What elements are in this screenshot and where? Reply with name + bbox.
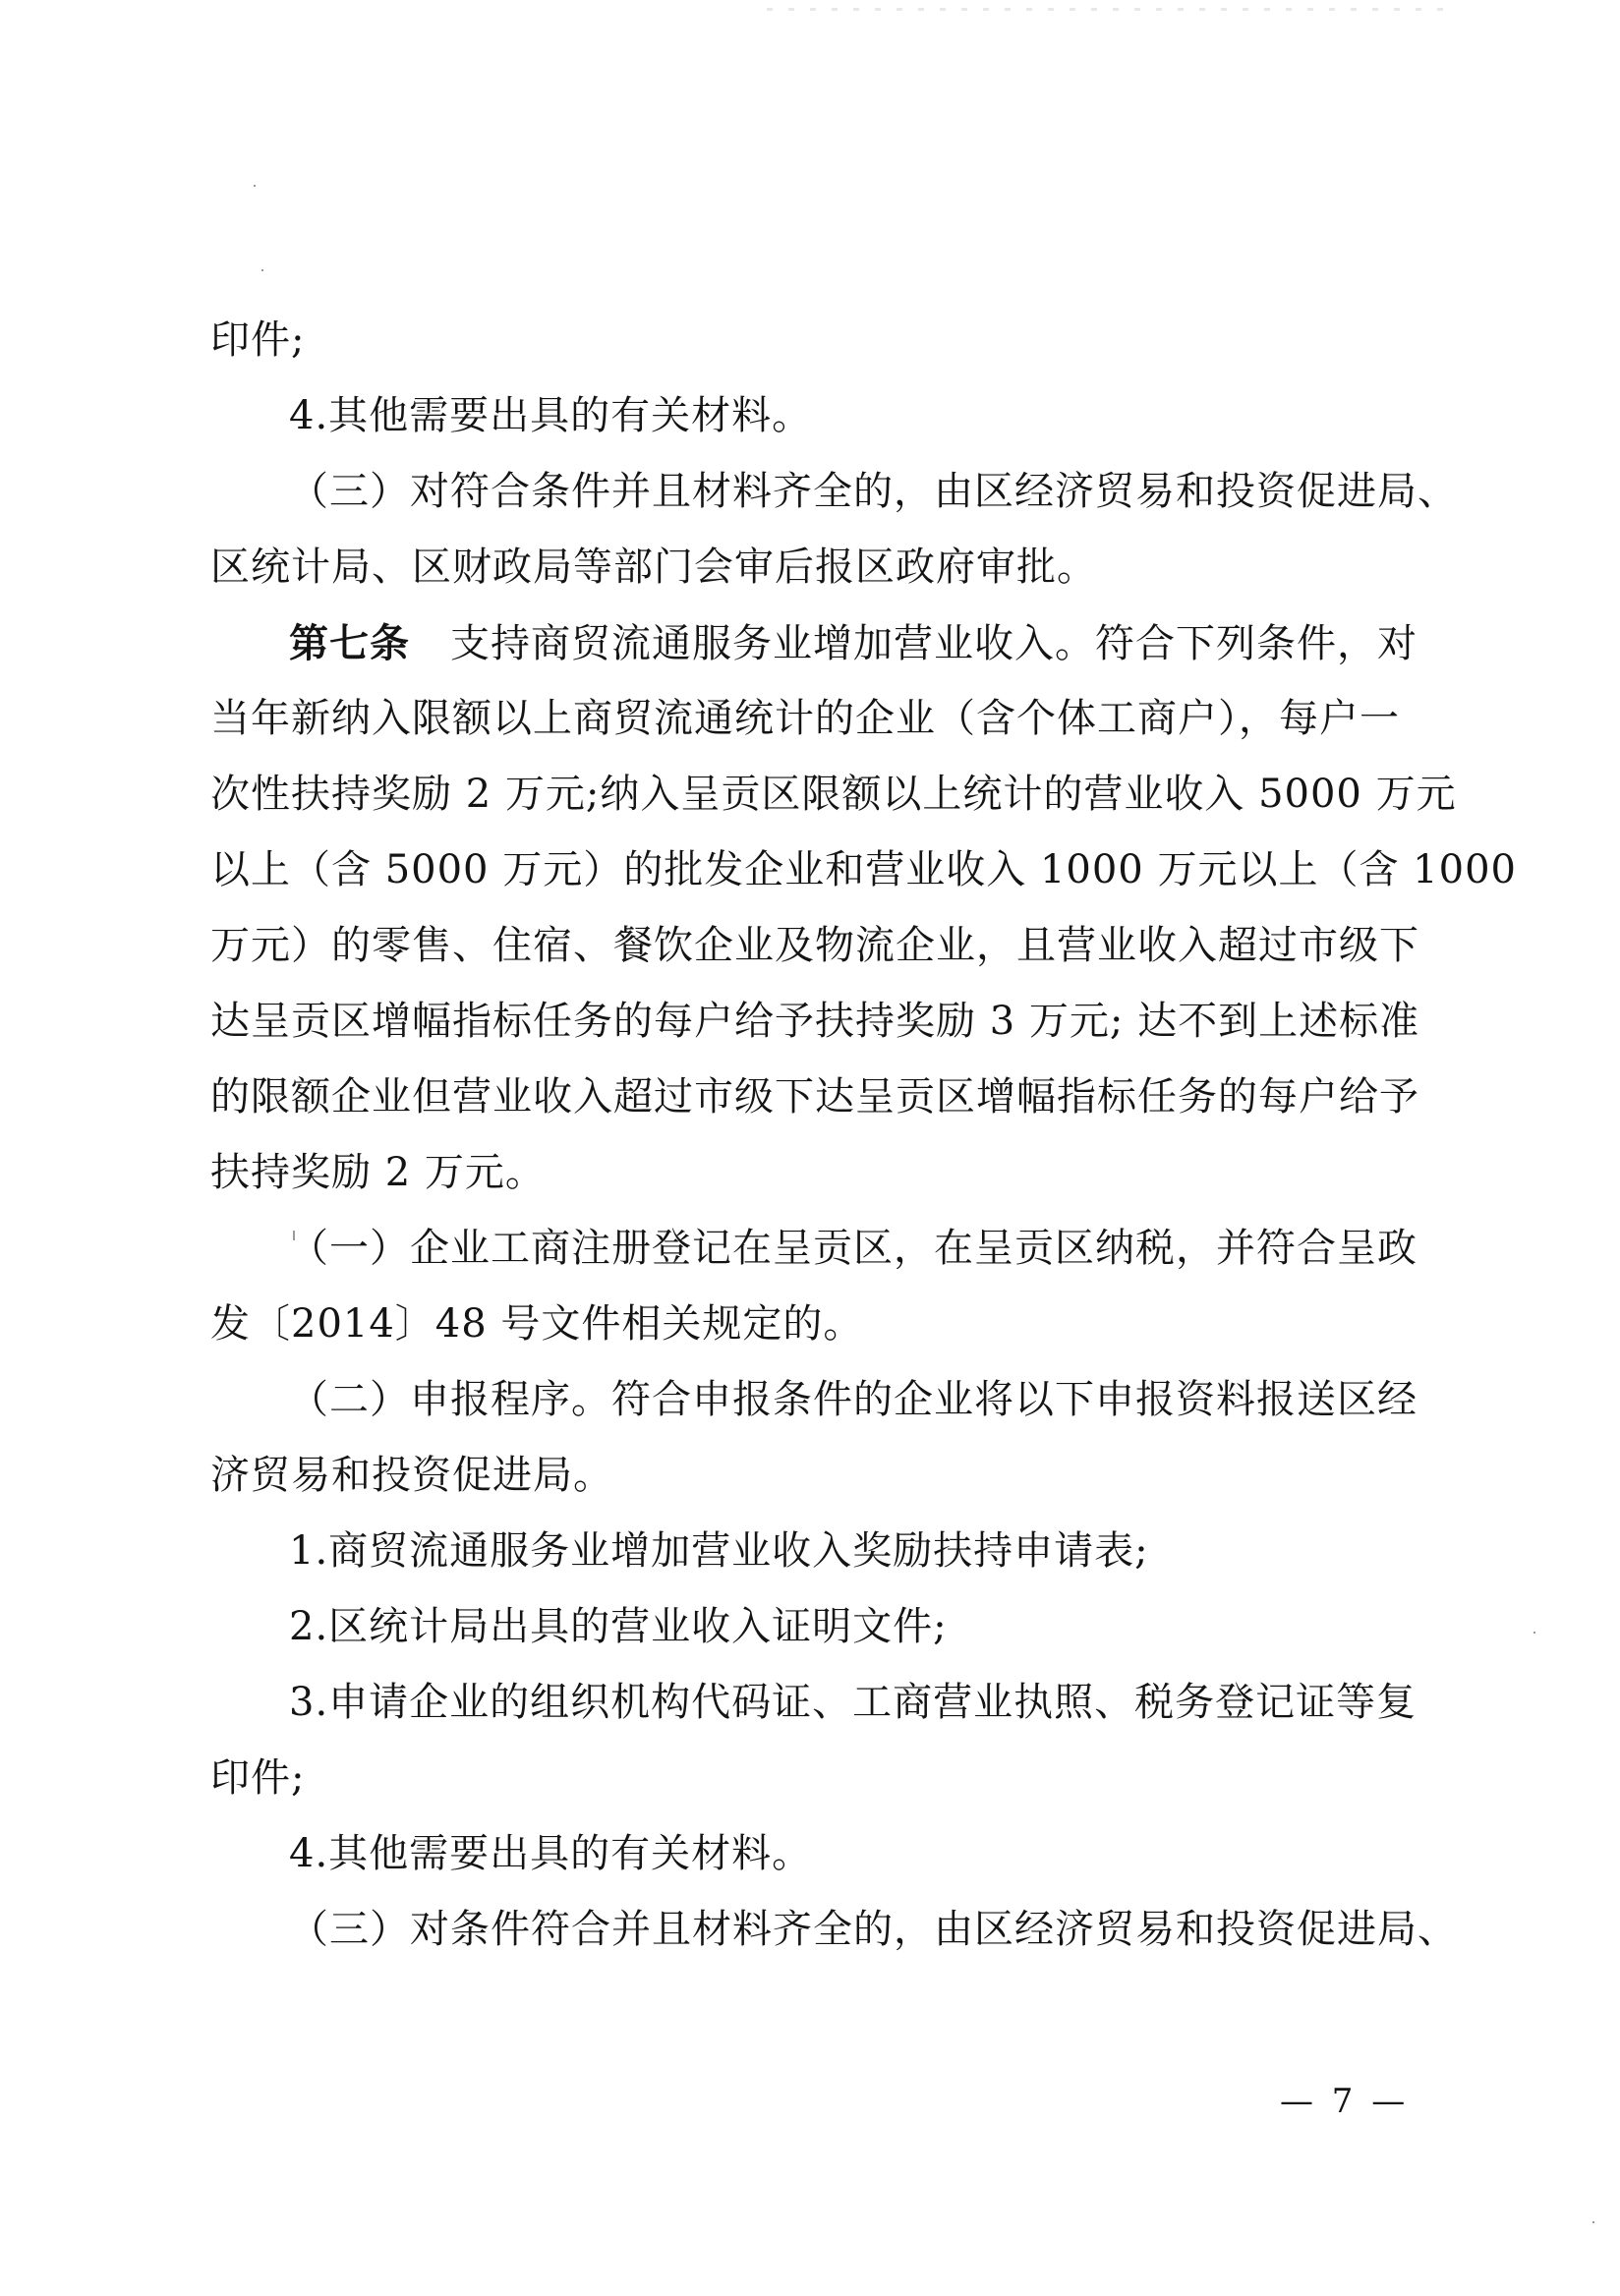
scan-speck: [254, 185, 256, 187]
paragraph-line: 的限额企业但营业收入超过市级下达呈贡区增幅指标任务的每户给予: [210, 1074, 1419, 1119]
paragraph-line: 1.商贸流通服务业增加营业收入奖励扶持申请表;: [289, 1528, 1149, 1574]
paragraph-line: （三）对条件符合并且材料齐全的，由区经济贸易和投资促进局、: [289, 1907, 1458, 1952]
paragraph-line: 济贸易和投资促进局。: [210, 1453, 613, 1498]
article-heading-line: [210, 605, 1418, 681]
paragraph-line: 次性扶持奖励 2 万元;纳入呈贡区限额以上统计的营业收入 5000 万元: [210, 772, 1457, 817]
article-text: 支持商贸流通服务业增加营业收入。符合下列条件，对: [410, 621, 1418, 666]
paragraph-line: 扶持奖励 2 万元。: [210, 1150, 546, 1195]
paragraph-line: 以上（含 5000 万元）的批发企业和营业收入 1000 万元以上（含 1000: [210, 847, 1517, 892]
scan-speck: [1592, 2221, 1594, 2223]
scan-speck: [261, 269, 263, 271]
article-label: 第七条: [289, 620, 410, 666]
paragraph-line: 2.区统计局出具的营业收入证明文件;: [289, 1604, 948, 1649]
page-number: — 7 —: [1280, 2082, 1410, 2121]
paragraph-line: 4.其他需要出具的有关材料。: [289, 393, 813, 438]
paragraph-line: 4.其他需要出具的有关材料。: [289, 1831, 813, 1876]
body-text: [210, 303, 1517, 1968]
paragraph-line: 发〔2014〕48 号文件相关规定的。: [210, 1301, 864, 1347]
scan-speck: [1533, 1632, 1535, 1634]
paragraph-line: （一）企业工商注册登记在呈贡区，在呈贡区纳税，并符合呈政: [289, 1226, 1418, 1271]
paragraph-line: 印件;: [210, 1755, 306, 1801]
paragraph-line: 印件;: [210, 317, 306, 363]
paragraph-line: （三）对符合条件并且材料齐全的，由区经济贸易和投资促进局、: [289, 469, 1458, 514]
paragraph-line: 3.申请企业的组织机构代码证、工商营业执照、税务登记证等复: [289, 1680, 1418, 1725]
paragraph-line: 达呈贡区增幅指标任务的每户给予扶持奖励 3 万元; 达不到上述标准: [210, 999, 1420, 1044]
paragraph-line: 万元）的零售、住宿、餐饮企业及物流企业，且营业收入超过市级下: [210, 923, 1419, 968]
paragraph-line: 当年新纳入限额以上商贸流通统计的企业（含个体工商户），每户一: [210, 696, 1400, 741]
paragraph-line: （二）申报程序。符合申报条件的企业将以下申报资料报送区经: [289, 1377, 1418, 1422]
paragraph-line: 区统计局、区财政局等部门会审后报区政府审批。: [210, 545, 1097, 590]
scan-edge-artifact: [767, 8, 1455, 11]
